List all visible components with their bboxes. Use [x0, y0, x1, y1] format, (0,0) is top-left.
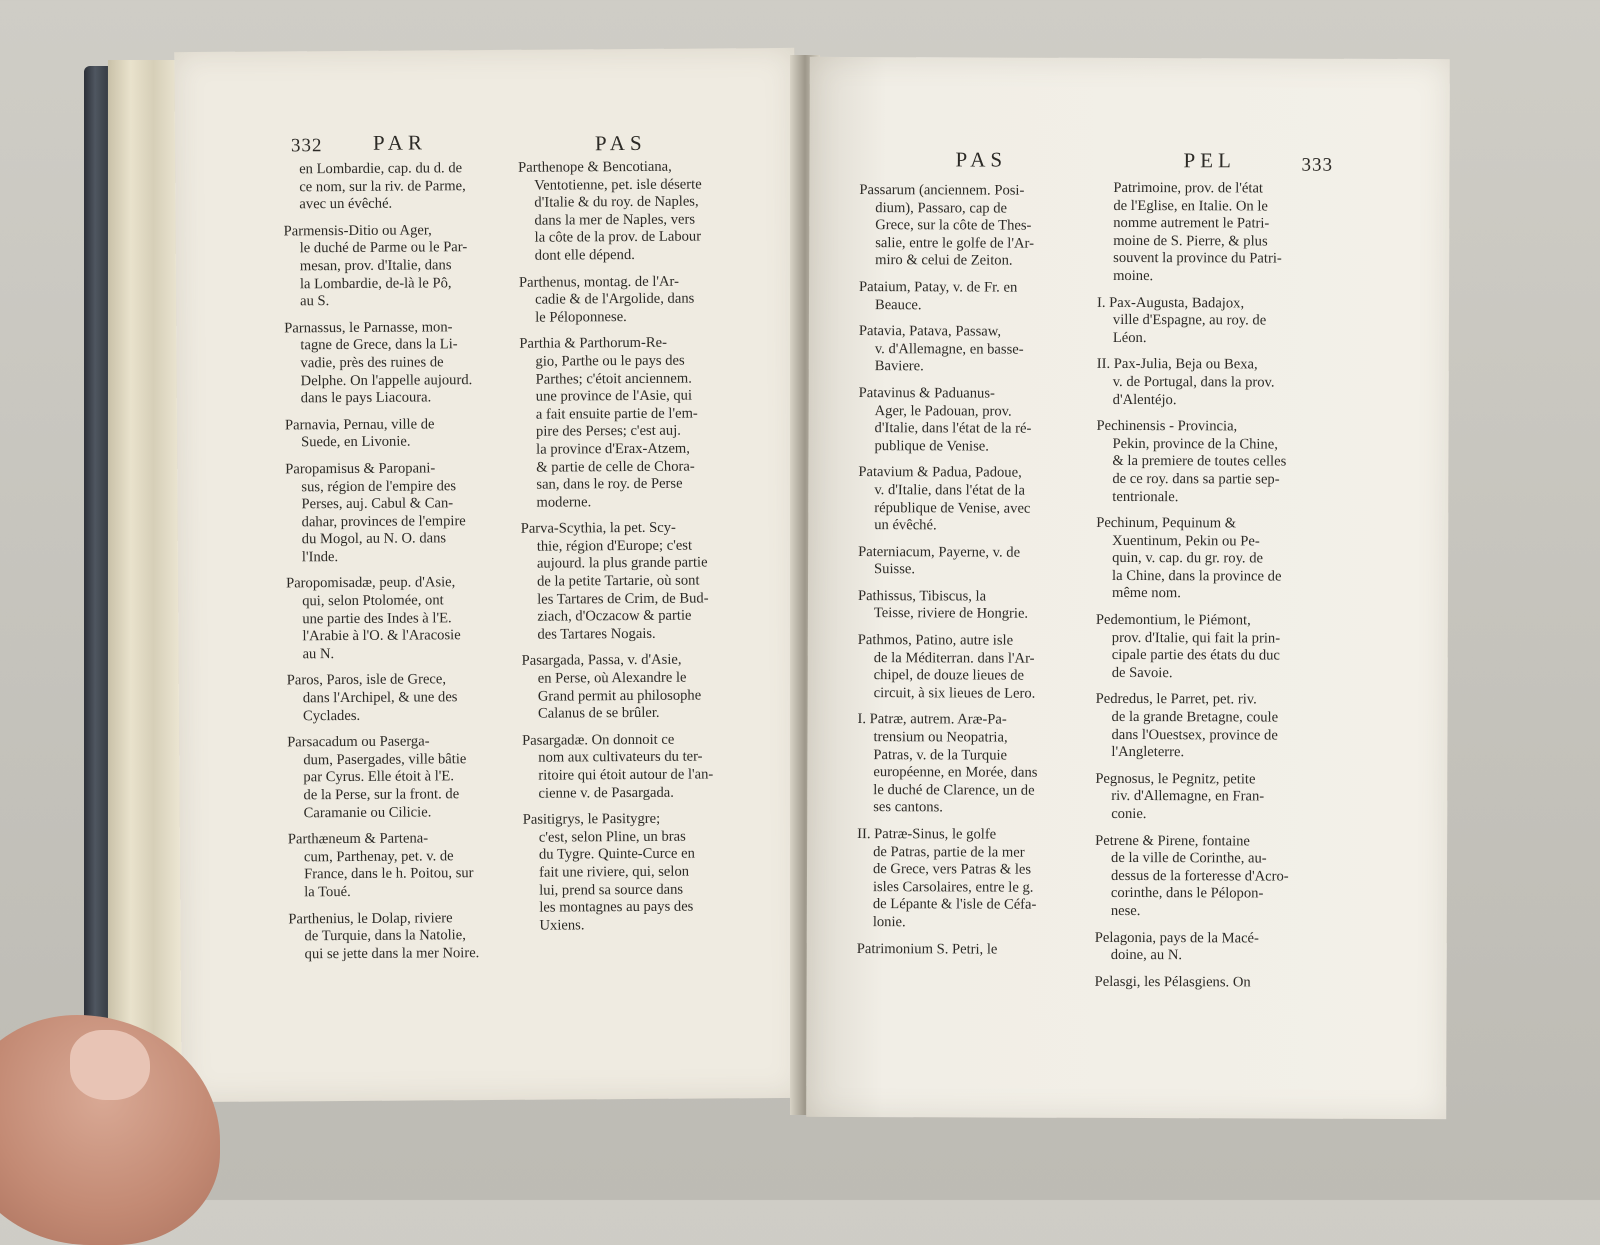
running-header-right: PEL — [1183, 148, 1236, 173]
dictionary-entry: Pedemontium, le Piémont, prov. d'Italie, qui fait la prin- cipale partie des états du duc de Savoie. — [1095, 611, 1281, 681]
dictionary-entry: Parnavia, Pernau, ville de Suede, en Livonie. — [284, 416, 435, 451]
dictionary-entry: Paropamisus & Paropani- sus, région de l'empire des Perses, auj. Cabul & Can- dahar, provinces de l'empire du Mogol, au N. O. dans l'Inde. — [285, 460, 466, 566]
dictionary-entry: Pedredus, le Parret, pet. riv. de la grande Bretagne, coule dans l'Ouestsex, province de l'Angleterre. — [1095, 691, 1279, 761]
left-page-column-2 — [518, 158, 748, 944]
dictionary-entry: Pegnosus, le Pegnitz, petite riv. d'Allemagne, en Fran- conie. — [1095, 770, 1265, 823]
running-header-left: PAR — [372, 130, 427, 155]
dictionary-entry: Parmensis-Ditio ou Ager, le duché de Parme ou le Par- mesan, prov. d'Italie, dans la Lombardie, de-là le Pô, au S. — [283, 222, 468, 310]
dictionary-entry: Parva-Scythia, la pet. Scy- thie, région d'Europe; c'est aujourd. la plus grande partie de la petite Tartarie, où sont les Tartares de Crim, de Bud- ziach, d'Oczacow & partie des Tartares Nogais. — [520, 519, 709, 643]
dictionary-entry: Parthenus, montag. de l'Ar- cadie & de l'Argolide, dans le Péloponnese. — [518, 273, 695, 326]
right-page — [806, 57, 1450, 1119]
dictionary-entry: Parthenius, le Dolap, riviere de Turquie, dans la Natolie, qui se jette dans la mer Noire. — [288, 909, 480, 963]
dictionary-entry: Patavia, Patava, Passaw, v. d'Allemagne, en basse- Baviere. — [858, 323, 1024, 375]
thumbnail-nail — [70, 1030, 150, 1100]
dictionary-entry: Petrene & Pirene, fontaine de la ville de Corinthe, au- dessus de la forteresse d'Acro- corinthe, dans le Pélopon- nese. — [1095, 832, 1289, 920]
dictionary-entry: Pelagonia, pays de la Macé- doine, au N. — [1094, 929, 1259, 964]
entry-continuation: Patrimoine, prov. de l'état de l'Eglise, en Italie. On le nomme autrement le Patri- moine de S. Pierre, & plus souvent la province du Patri- moine. — [1113, 179, 1282, 285]
dictionary-entry: Pataium, Patay, v. de Fr. en Beauce. — [859, 279, 1018, 313]
dictionary-entry: Patavinus & Paduanus- Ager, le Padouan, prov. d'Italie, dans l'état de la ré- publique de Venise. — [858, 384, 1032, 455]
dictionary-entry: Paropomisadæ, peup. d'Asie, qui, selon Ptolomée, ont une partie des Indes à l'E. l'Arabie à l'O. & l'Aracosie au N. — [286, 574, 461, 663]
dictionary-entry: Paros, Paros, isle de Grece, dans l'Archipel, & une des Cyclades. — [286, 671, 458, 724]
dictionary-entry: II. Pax-Julia, Beja ou Bexa, v. de Portugal, dans la prov. d'Alentéjo. — [1096, 356, 1275, 408]
page-number: 333 — [1301, 154, 1334, 176]
running-header-right: PAS — [594, 130, 647, 156]
dictionary-entry: I. Patræ, autrem. Aræ-Pa- trensium ou Neopatria, Patras, v. de la Turquie européenne, en Morée, dans le duché de Clarence, un de ses cantons. — [857, 711, 1038, 816]
dictionary-entry: Pathissus, Tibiscus, la Teisse, riviere de Hongrie. — [857, 587, 1029, 623]
left-page — [174, 48, 801, 1102]
page-number: 332 — [290, 135, 323, 157]
dictionary-entry: Pasitigrys, le Pasitygre; c'est, selon Pline, un bras du Tygre. Quinte-Curce en fait une riviere, qui, selon lui, prend sa source dans les montagnes au pays des Uxiens. — [522, 810, 695, 934]
dictionary-entry: Passarum (anciennem. Posi- dium), Passaro, cap de Grece, sur la côte de Thes- salie, entre le golfe de l'Ar- miro & celui de Zeiton. — [859, 182, 1034, 269]
dictionary-entry: I. Pax-Augusta, Badajox, ville d'Espagne, au roy. de Léon. — [1096, 294, 1267, 346]
dictionary-entry: Pasargada, Passa, v. d'Asie, en Perse, où Alexandre le Grand permit au philosophe Calanus de se brûler. — [521, 652, 702, 722]
dictionary-entry: Pathmos, Patino, autre isle de la Méditerran. dans l'Ar- chipel, de douze lieues de circuit, à six lieues de Lero. — [857, 632, 1036, 702]
page-edges — [108, 60, 184, 1100]
dictionary-entry: Pasargadæ. On donnoit ce nom aux cultivateurs du ter- ritoire qui étoit autour de l'an- cienne v. de Pasargada. — [522, 731, 714, 802]
right-page-column-2 — [1095, 180, 1323, 1001]
dictionary-entry: Parthæneum & Partena- cum, Parthenay, pet. v. de France, dans le h. Poitou, sur la Toué. — [287, 830, 474, 901]
dictionary-entry: Paterniacum, Payerne, v. de Suisse. — [858, 543, 1021, 578]
dictionary-entry: Patrimonium S. Petri, le — [856, 940, 998, 958]
right-page-column-1 — [857, 182, 1085, 968]
dictionary-entry: II. Patræ-Sinus, le golfe de Patras, partie de la mer de Grece, vers Patras & les isles Carsolaires, entre le g. de Lépante & l'isle de Céfa- lonie. — [857, 826, 1037, 931]
entry-continuation: en Lombardie, cap. du d. de ce nom, sur la riv. de Parme, avec un évêché. — [299, 160, 466, 213]
dictionary-entry: Parthia & Parthorum-Re- gio, Parthe ou le pays des Parthes; c'étoit anciennem. une province de l'Asie, qui a fait ensuite partie de l'em- pire des Perses; c'est auj. la province d'Erax-Atzem, & partie de celle de Chora- san, dans le roy. de Perse moderne. — [519, 335, 698, 511]
dictionary-entry: Parthenope & Bencotiana, Ventotienne, pet. isle déserte d'Italie & du roy. de Naples, dans la mer de Naples, vers la côte de la prov. de Labour dont elle dépend. — [518, 158, 702, 264]
dictionary-entry: Pechinum, Pequinum & Xuentinum, Pekin ou Pe- quin, v. cap. du gr. roy. de la Chine, dans la province de même nom. — [1096, 514, 1282, 602]
dictionary-entry: Pechinensis - Provincia, Pekin, province de la Chine, & la premiere de toutes celles de ce roy. dans sa partie sep- tentrionale. — [1096, 418, 1287, 505]
left-page-column-1 — [283, 160, 511, 973]
dictionary-entry: Patavium & Padua, Padoue, v. d'Italie, dans l'état de la république de Venise, avec un évêché. — [858, 464, 1031, 534]
dictionary-entry: Parsacadum ou Paserga- dum, Pasergades, ville bâtie par Cyrus. Elle étoit à l'E. de la Perse, sur la front. de Caramanie ou Cilicie. — [287, 733, 467, 821]
dictionary-entry: Parnassus, le Parnasse, mon- tagne de Grece, dans la Li- vadie, près des ruines de Delphe. On l'appelle aujourd. dans le pays Liacoura. — [284, 318, 473, 407]
dictionary-entry: Pelasgi, les Pélasgiens. On — [1094, 973, 1251, 991]
running-header-left: PAS — [955, 147, 1008, 172]
